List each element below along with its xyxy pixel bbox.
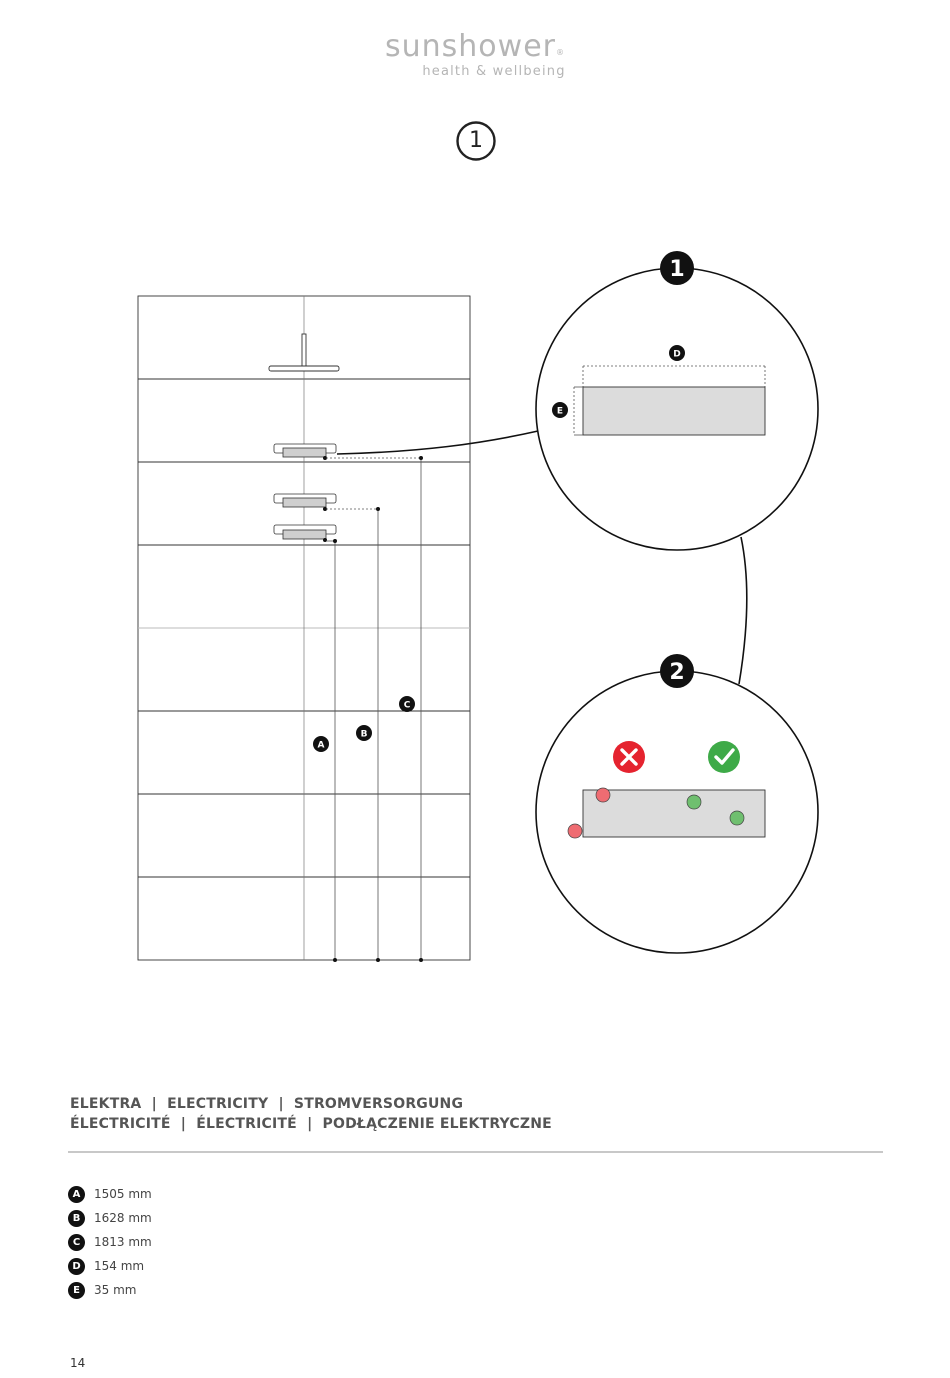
legend-value: 1628 mm [94,1211,152,1225]
dim-badge-e [552,402,568,418]
divider [68,1151,883,1153]
wrong-position-dot [568,824,582,838]
dim-badge-a [313,736,329,752]
dim-badge-c [399,696,415,712]
tiled-wall [138,296,470,960]
step-number-label: 1 [469,128,483,153]
legend-item [68,1278,152,1302]
callout-badge-2 [660,654,694,688]
svg-text:C: C [403,700,411,711]
legend-value: 154 mm [94,1259,145,1273]
svg-text:D: D [673,349,681,360]
legend-value: 35 mm [94,1283,137,1297]
detail-connector-line [739,537,747,684]
svg-text:1: 1 [669,257,685,282]
correct-position-dot [730,811,744,825]
legend-key: A [68,1186,85,1203]
control-unit-middle [274,494,336,511]
installation-diagram [0,240,950,980]
control-unit-bottom [274,525,336,542]
heading-line-1: ELEKTRA | ELECTRICITY | STROMVERSORGUNG [70,1096,464,1112]
section-heading [70,1094,552,1134]
brand-name: sunshower [385,29,556,64]
svg-text:2: 2 [669,660,685,685]
detail-circle-2 [536,671,818,953]
wrong-position-dot [596,788,610,802]
legend-key: B [68,1210,85,1227]
svg-text:A: A [317,740,325,751]
correct-position-dot [687,795,701,809]
shower-head [269,334,339,371]
dim-badge-b [356,725,372,741]
legend-key: D [68,1258,85,1275]
svg-text:B: B [360,729,368,740]
legend-item [68,1182,152,1206]
step-number [455,120,497,162]
legend-value: 1813 mm [94,1235,152,1249]
dimension-legend [68,1182,152,1302]
detail-circle-1 [536,268,818,550]
check-mark-icon [708,741,740,773]
legend-key: C [68,1234,85,1251]
brand-tagline: health & wellbeing [422,64,566,79]
brand-logo [0,30,950,80]
svg-text:E: E [556,406,564,417]
x-mark-icon [613,741,645,773]
legend-item [68,1254,152,1278]
legend-item [68,1230,152,1254]
heading-line-2: ÉLECTRICITÉ | ÉLECTRICITÉ | PODŁĄCZENIE ELEKTRYCZNE [70,1116,552,1132]
page-number: 14 [70,1356,86,1370]
dim-badge-d [669,345,685,361]
legend-value: 1505 mm [94,1187,152,1201]
legend-key: E [68,1282,85,1299]
legend-item [68,1206,152,1230]
registered-mark: ® [555,48,565,57]
detail-leader-line [337,431,538,454]
callout-badge-1 [660,251,694,285]
